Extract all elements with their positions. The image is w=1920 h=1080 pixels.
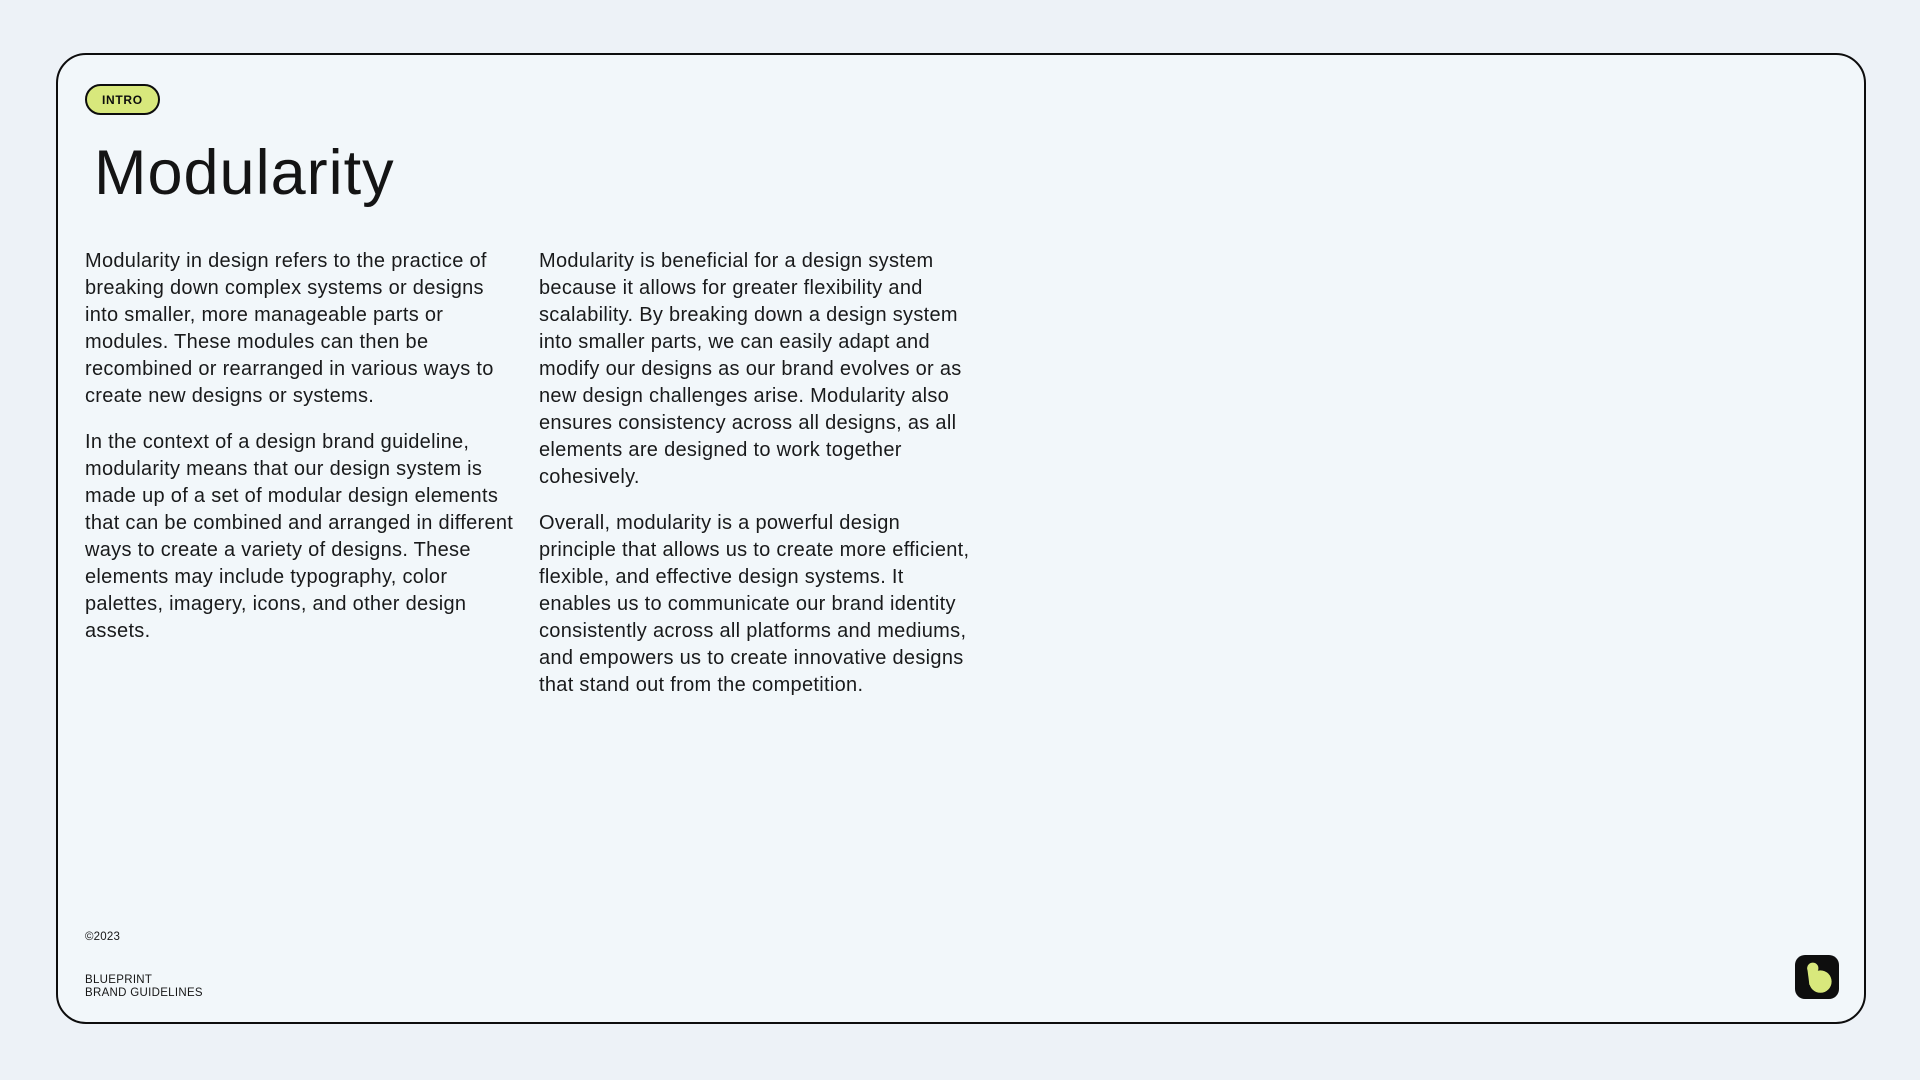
paragraph: Modularity is beneficial for a design system because it allows for greater flexibility and scalability. By breaking down a design system into smaller parts, we can easily adapt and modify our designs as our brand evolves or as new design challenges arise. Modularity also ensures consistency across all designs, as all elements are designed to work together cohesively.: [539, 250, 962, 488]
text-column-2: [539, 248, 973, 699]
slide-card: [56, 53, 1866, 1024]
intro-badge: [85, 84, 160, 115]
brand-line-2: BRAND GUIDELINES: [85, 986, 203, 999]
b-mark-icon: [1795, 955, 1839, 999]
copyright-text: ©2023: [85, 931, 121, 943]
paragraph: In the context of a design brand guideline, modularity means that our design system is made up of a set of modular design elements that can be combined and arranged in different ways to create a variety of designs. These elements may include typography, color palettes, imagery, icons, and other design assets.: [85, 431, 514, 642]
intro-badge-label: INTRO: [102, 92, 143, 107]
body-columns: [85, 248, 973, 699]
paragraph: Modularity in design refers to the practice of breaking down complex systems or designs into smaller, more manageable parts or modules. These modules can then be recombined or rearranged in various ways to create new designs or systems.: [85, 250, 494, 407]
text-column-1: [85, 248, 519, 699]
brand-name-block: [85, 974, 203, 999]
paragraph: Overall, modularity is a powerful design principle that allows us to create more efficient, flexible, and effective design systems. It enables us to communicate our brand identity consistently across all platforms and mediums, and empowers us to create innovative designs that stand out from the competition.: [539, 512, 970, 696]
brand-line-1: BLUEPRINT: [85, 974, 153, 986]
blueprint-logo: [1795, 955, 1839, 999]
page-title: Modularity: [94, 138, 395, 208]
